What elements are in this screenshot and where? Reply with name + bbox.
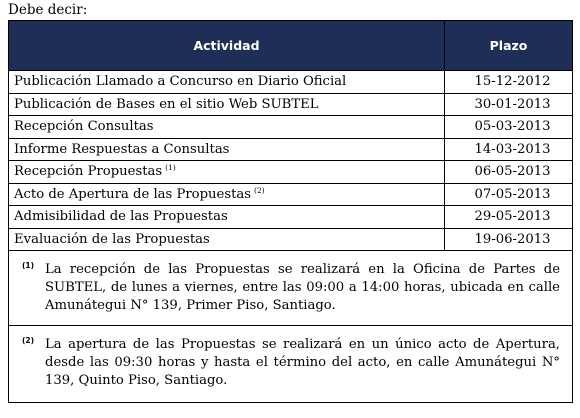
- activity-text: Admisibilidad de las Propuestas: [14, 209, 228, 225]
- footnote-reference: (2): [254, 185, 265, 195]
- activity-text: Recepción Propuestas: [14, 164, 163, 180]
- footnote-row: [9, 251, 573, 326]
- deadline-cell: 05-03-2013: [445, 116, 573, 139]
- footnote-row: [9, 326, 573, 403]
- footnote-cell: [9, 326, 573, 403]
- table-row: [9, 116, 573, 139]
- footnote-cell: [9, 251, 573, 326]
- footnote-2: (2) La apertura de las Propuestas se realizará en un único acto de Apertura, desde las 09:30 horas y hasta el término del acto, en calle Amunátegui N° 139, Quinto Piso, Santiago.: [22, 336, 560, 388]
- activity-cell: [9, 138, 445, 161]
- activity-cell: [9, 71, 445, 94]
- activity-cell: [9, 183, 445, 206]
- table-row: [9, 71, 573, 94]
- activity-cell: [9, 116, 445, 139]
- footnote-text: La recepción de las Propuestas se realizará en la Oficina de Partes de SUBTEL, de lunes a viernes, entre las 09:00 a 14:00 horas, ubicada en calle Amunátegui N° 139, Primer Piso, Santiago.: [45, 262, 560, 313]
- deadline-cell: 19-06-2013: [445, 228, 573, 251]
- footnote-1: (1) La recepción de las Propuestas se realizará en la Oficina de Partes de SUBTEL, de lunes a viernes, entre las 09:00 a 14:00 horas, ubicada en calle Amunátegui N° 139, Primer Piso, Santiago.: [22, 261, 560, 313]
- table-row: [9, 228, 573, 251]
- intro-text: Debe decir:: [8, 2, 88, 18]
- footnote-reference: (1): [165, 163, 176, 173]
- activity-cell: [9, 228, 445, 251]
- table-row: [9, 183, 573, 206]
- footnote-text: La apertura de las Propuestas se realizará en un único acto de Apertura, desde las 09:30 horas y hasta el término del acto, en calle Amunátegui N° 139, Quinto Piso, Santiago.: [45, 337, 560, 388]
- table-header-row: [9, 21, 573, 71]
- activity-cell: [9, 161, 445, 184]
- activity-cell: [9, 93, 445, 116]
- table-row: [9, 138, 573, 161]
- table-row: [9, 161, 573, 184]
- activity-text: Informe Respuestas a Consultas: [14, 141, 230, 157]
- activity-text: Acto de Apertura de las Propuestas: [14, 186, 252, 202]
- deadline-cell: 30-01-2013: [445, 93, 573, 116]
- activity-text: Recepción Consultas: [14, 119, 154, 135]
- header-activity: Actividad: [9, 21, 445, 71]
- activity-text: Publicación Llamado a Concurso en Diario Oficial: [14, 74, 347, 90]
- activity-text: Evaluación de las Propuestas: [14, 231, 210, 247]
- table-row: [9, 206, 573, 229]
- deadline-cell: 06-05-2013: [445, 161, 573, 184]
- activity-text: Publicación de Bases en el sitio Web SUBTEL: [14, 96, 319, 112]
- table-row: [9, 93, 573, 116]
- deadline-cell: 15-12-2012: [445, 71, 573, 94]
- deadline-cell: 14-03-2013: [445, 138, 573, 161]
- deadline-cell: 29-05-2013: [445, 206, 573, 229]
- header-deadline: Plazo: [445, 21, 573, 71]
- activity-cell: [9, 206, 445, 229]
- deadline-cell: 07-05-2013: [445, 183, 573, 206]
- schedule-table: [8, 20, 573, 403]
